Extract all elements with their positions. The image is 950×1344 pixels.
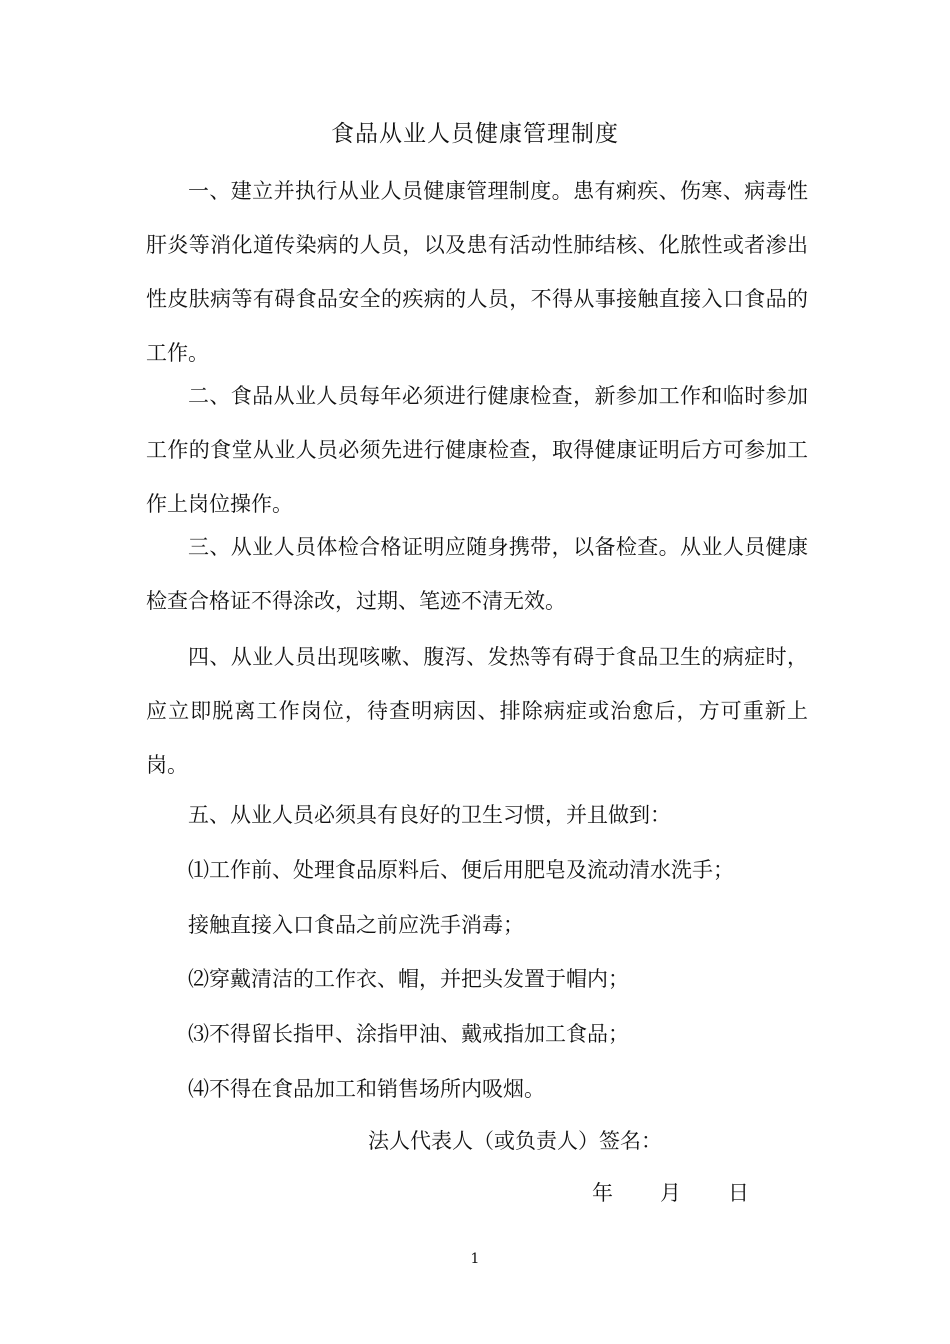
list-item: 接触直接入口食品之前应洗手消毒； <box>188 913 524 937</box>
page-number: 1 <box>470 1251 480 1267</box>
signature-label: 法人代表人（或负责人）签名： <box>368 1129 662 1153</box>
date-month: 月 <box>660 1181 681 1205</box>
list-item: ⑶不得留长指甲、涂指甲油、戴戒指加工食品； <box>188 1022 629 1046</box>
paragraph-2: 二、食品从业人员每年必须进行健康检查，新参加工作和临时参加工作的食堂从业人员必须先进行健康检查，取得健康证明后方可参加工作上岗位操作。 <box>146 384 808 516</box>
paragraph-5-heading: 五、从业人员必须具有良好的卫生习惯，并且做到： <box>188 803 671 827</box>
date-year: 年 <box>592 1181 613 1205</box>
date-line <box>592 1175 749 1211</box>
paragraph-1: 一、建立并执行从业人员健康管理制度。患有痢疾、伤寒、病毒性肝炎等消化道传染病的人员，以及患有活动性肺结核、化脓性或者渗出性皮肤病等有碍食品安全的疾病的人员，不得从事接触直接入口食品的工作。 <box>146 179 808 365</box>
paragraph-3: 三、从业人员体检合格证明应随身携带，以备检查。从业人员健康检查合格证不得涂改，过期、笔迹不清无效。 <box>146 535 808 613</box>
list-item: ⑵穿戴清洁的工作衣、帽，并把头发置于帽内； <box>188 967 629 991</box>
page-title: 食品从业人员健康管理制度 <box>331 121 619 147</box>
date-day: 日 <box>728 1181 749 1205</box>
list-item: ⑷不得在食品加工和销售场所内吸烟。 <box>188 1077 545 1101</box>
list-item: ⑴工作前、处理食品原料后、便后用肥皂及流动清水洗手； <box>188 858 734 882</box>
paragraph-4: 四、从业人员出现咳嗽、腹泻、发热等有碍于食品卫生的病症时，应立即脱离工作岗位，待查明病因、排除病症或治愈后，方可重新上岗。 <box>146 645 808 777</box>
